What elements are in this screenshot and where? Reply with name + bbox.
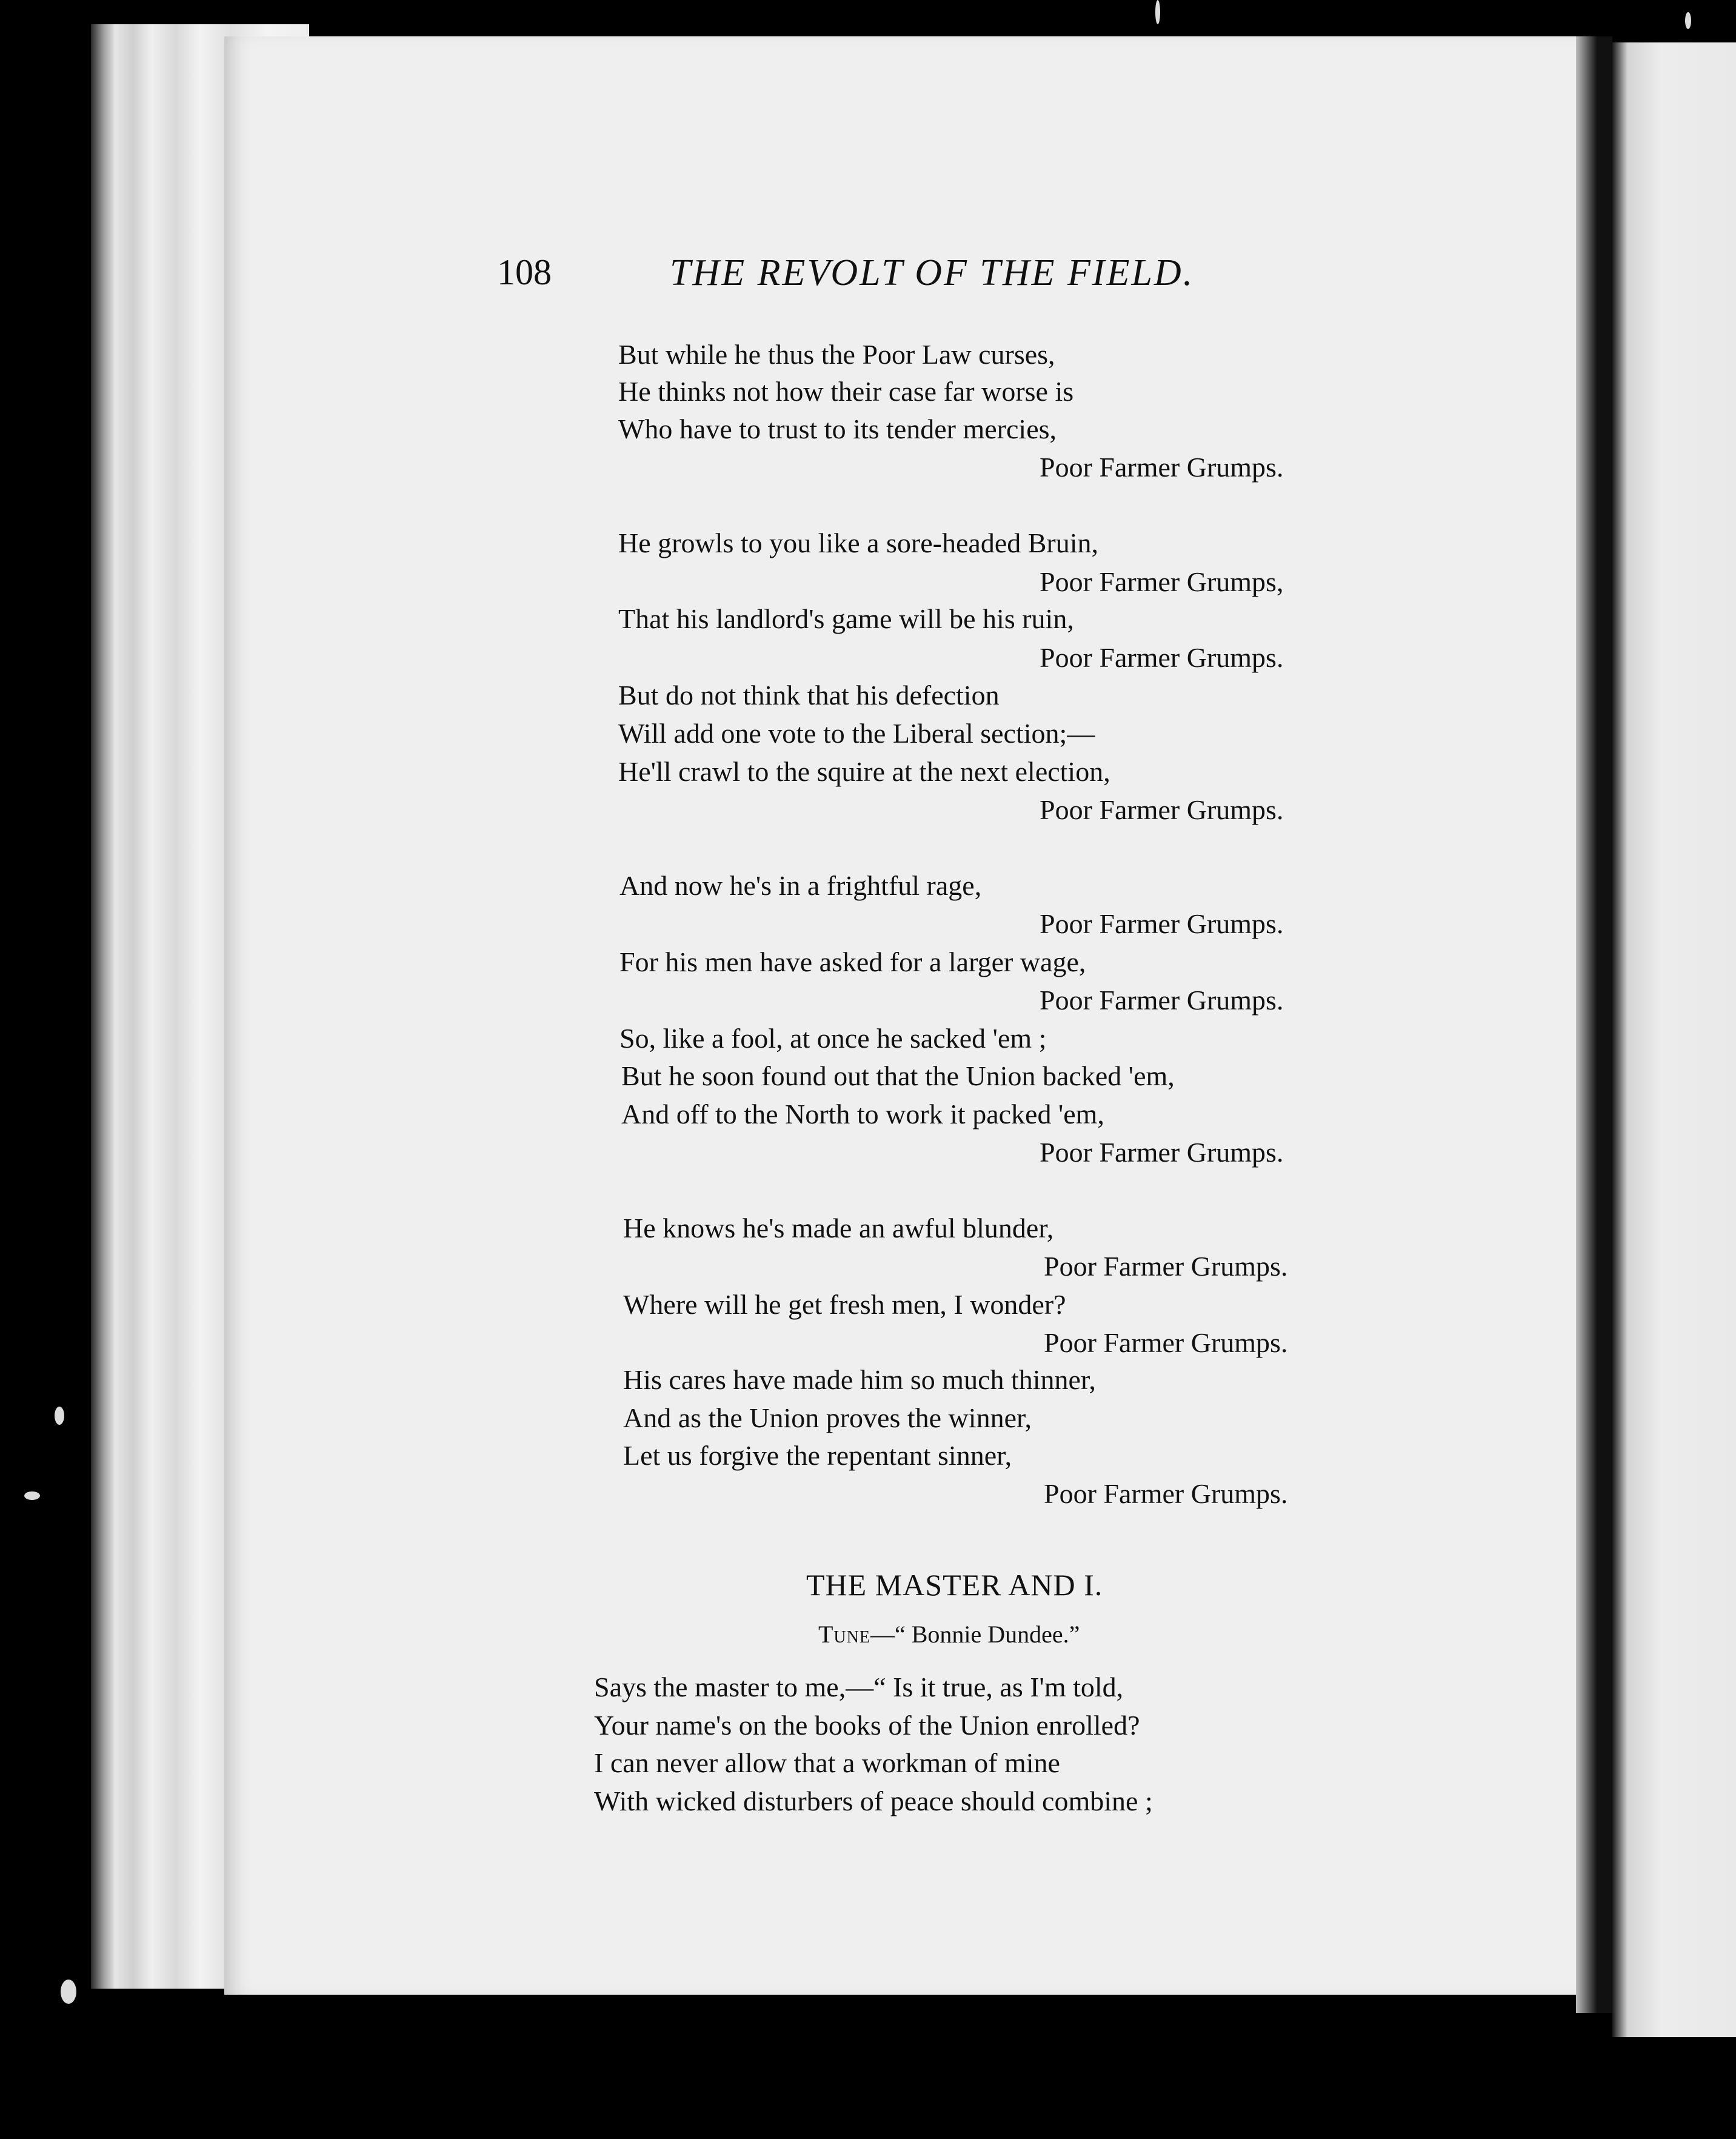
poem-line: That his landlord's game will be his ruin, bbox=[618, 603, 1074, 634]
poem-line: Let us forgive the repentant sinner, bbox=[623, 1440, 1012, 1471]
poem-line: He thinks not how their case far worse is bbox=[618, 376, 1074, 407]
dust-speck bbox=[1685, 12, 1691, 29]
page-number: 108 bbox=[497, 252, 552, 292]
dust-speck bbox=[61, 1980, 76, 2004]
poem-refrain: Poor Farmer Grumps. bbox=[1040, 908, 1284, 939]
tune-name: —“ Bonnie Dundee.” bbox=[870, 1621, 1080, 1648]
poem-refrain: Poor Farmer Grumps. bbox=[1044, 1327, 1288, 1358]
poem-line: But do not think that his defection bbox=[618, 680, 1000, 711]
tune-line bbox=[818, 1620, 1080, 1649]
poem-refrain: Poor Farmer Grumps, bbox=[1040, 566, 1284, 597]
running-title: THE REVOLT OF THE FIELD. bbox=[670, 252, 1195, 293]
poem-line: Will add one vote to the Liberal section;— bbox=[618, 718, 1095, 749]
poem-line: For his men have asked for a larger wage, bbox=[619, 946, 1086, 977]
poem-line: I can never allow that a workman of mine bbox=[594, 1747, 1060, 1778]
dust-speck bbox=[1155, 0, 1160, 24]
tune-label: Tune bbox=[818, 1621, 870, 1648]
poem-line: And as the Union proves the winner, bbox=[623, 1402, 1032, 1433]
section-title: THE MASTER AND I. bbox=[806, 1568, 1103, 1602]
poem-line: And off to the North to work it packed 'em, bbox=[621, 1099, 1104, 1130]
poem-line: So, like a fool, at once he sacked 'em ; bbox=[619, 1023, 1047, 1054]
poem-line: With wicked disturbers of peace should combine ; bbox=[594, 1786, 1153, 1816]
poem-line: He'll crawl to the squire at the next election, bbox=[618, 756, 1110, 787]
poem-line: Says the master to me,—“ Is it true, as I'm told, bbox=[594, 1672, 1124, 1702]
poem-line: But while he thus the Poor Law curses, bbox=[618, 339, 1055, 370]
dust-speck bbox=[24, 1491, 40, 1500]
poem-refrain: Poor Farmer Grumps. bbox=[1040, 794, 1284, 825]
poem-line: Your name's on the books of the Union enrolled? bbox=[594, 1710, 1140, 1741]
poem-line: He knows he's made an awful blunder, bbox=[623, 1213, 1054, 1244]
poem-line: Who have to trust to its tender mercies, bbox=[618, 413, 1057, 444]
poem-refrain: Poor Farmer Grumps. bbox=[1044, 1251, 1288, 1282]
poem-line: And now he's in a frightful rage, bbox=[619, 870, 982, 901]
poem-line: He growls to you like a sore-headed Bruin, bbox=[618, 527, 1099, 558]
poem-refrain: Poor Farmer Grumps. bbox=[1044, 1478, 1288, 1509]
poem-line: Where will he get fresh men, I wonder? bbox=[623, 1289, 1066, 1320]
poem-refrain: Poor Farmer Grumps. bbox=[1040, 985, 1284, 1016]
running-header bbox=[497, 252, 1297, 306]
poem-line: His cares have made him so much thinner, bbox=[623, 1364, 1096, 1395]
book-gutter bbox=[1576, 36, 1612, 2013]
poem-refrain: Poor Farmer Grumps. bbox=[1040, 452, 1284, 483]
poem-line: But he soon found out that the Union backed 'em, bbox=[621, 1060, 1175, 1091]
poem-refrain: Poor Farmer Grumps. bbox=[1040, 642, 1284, 673]
dust-speck bbox=[55, 1407, 64, 1425]
poem-refrain: Poor Farmer Grumps. bbox=[1040, 1137, 1284, 1168]
opposite-page-edge bbox=[1612, 42, 1736, 2037]
